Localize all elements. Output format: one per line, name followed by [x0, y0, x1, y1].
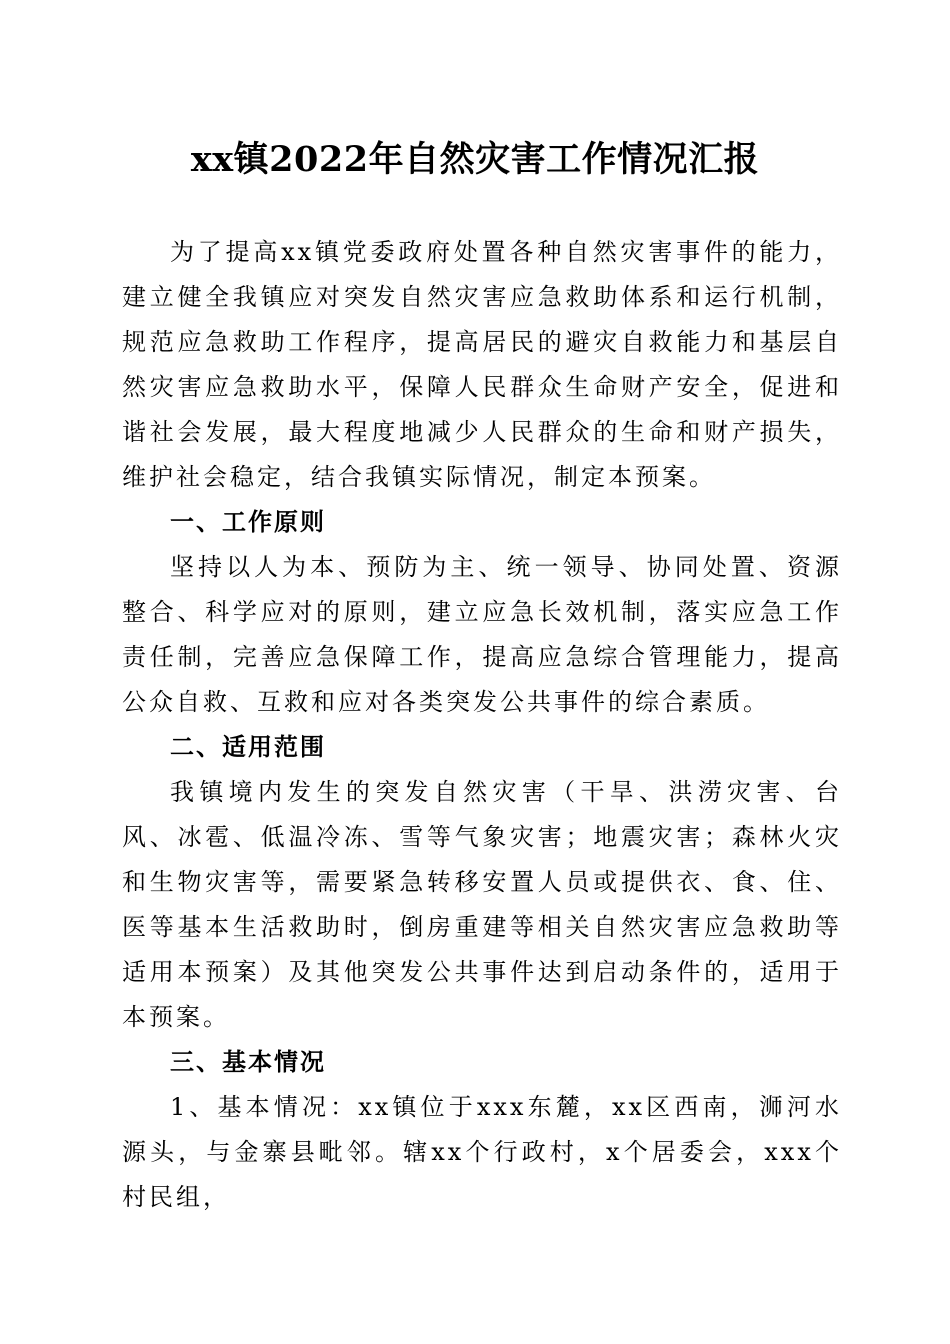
intro-paragraph: 为了提高xx镇党委政府处置各种自然灾害事件的能力，建立健全我镇应对突发自然灾害应急救助体系和运行机制，规范应急救助工作程序，提高居民的避灾自救能力和基层自然灾害应急救助水平，保障人民群众生命财产安全，促进和谐社会发展，最大程度地减少人民群众的生命和财产损失，维护社会稳定，结合我镇实际情况，制定本预案。	[122, 238, 842, 491]
basic-info-paragraph: 1、基本情况：xx镇位于xxx东麓，xx区西南，浉河水源头，与金寨县毗邻。辖xx个行政村，x个居委会，xxx个村民组，	[122, 1093, 842, 1211]
document-title: xx镇2022年自然灾害工作情况汇报	[190, 139, 760, 180]
document-body	[122, 230, 842, 1220]
principles-paragraph: 坚持以人为本、预防为主、统一领导、协同处置、资源整合、科学应对的原则，建立应急长效机制，落实应急工作责任制，完善应急保障工作，提高应急综合管理能力，提高公众自救、互救和应对各类突发公共事件的综合素质。	[122, 553, 842, 716]
section-heading-scope: 二、适用范围	[170, 733, 326, 761]
section-heading-principles: 一、工作原则	[170, 508, 326, 536]
section-heading-basic-info: 三、基本情况	[170, 1048, 326, 1076]
scope-paragraph: 我镇境内发生的突发自然灾害（干旱、洪涝灾害、台风、冰雹、低温冷冻、雪等气象灾害；地震灾害；森林火灾和生物灾害等，需要紧急转移安置人员或提供衣、食、住、医等基本生活救助时，倒房重建等相关自然灾害应急救助等适用本预案）及其他突发公共事件达到启动条件的，适用于本预案。	[122, 778, 842, 1031]
